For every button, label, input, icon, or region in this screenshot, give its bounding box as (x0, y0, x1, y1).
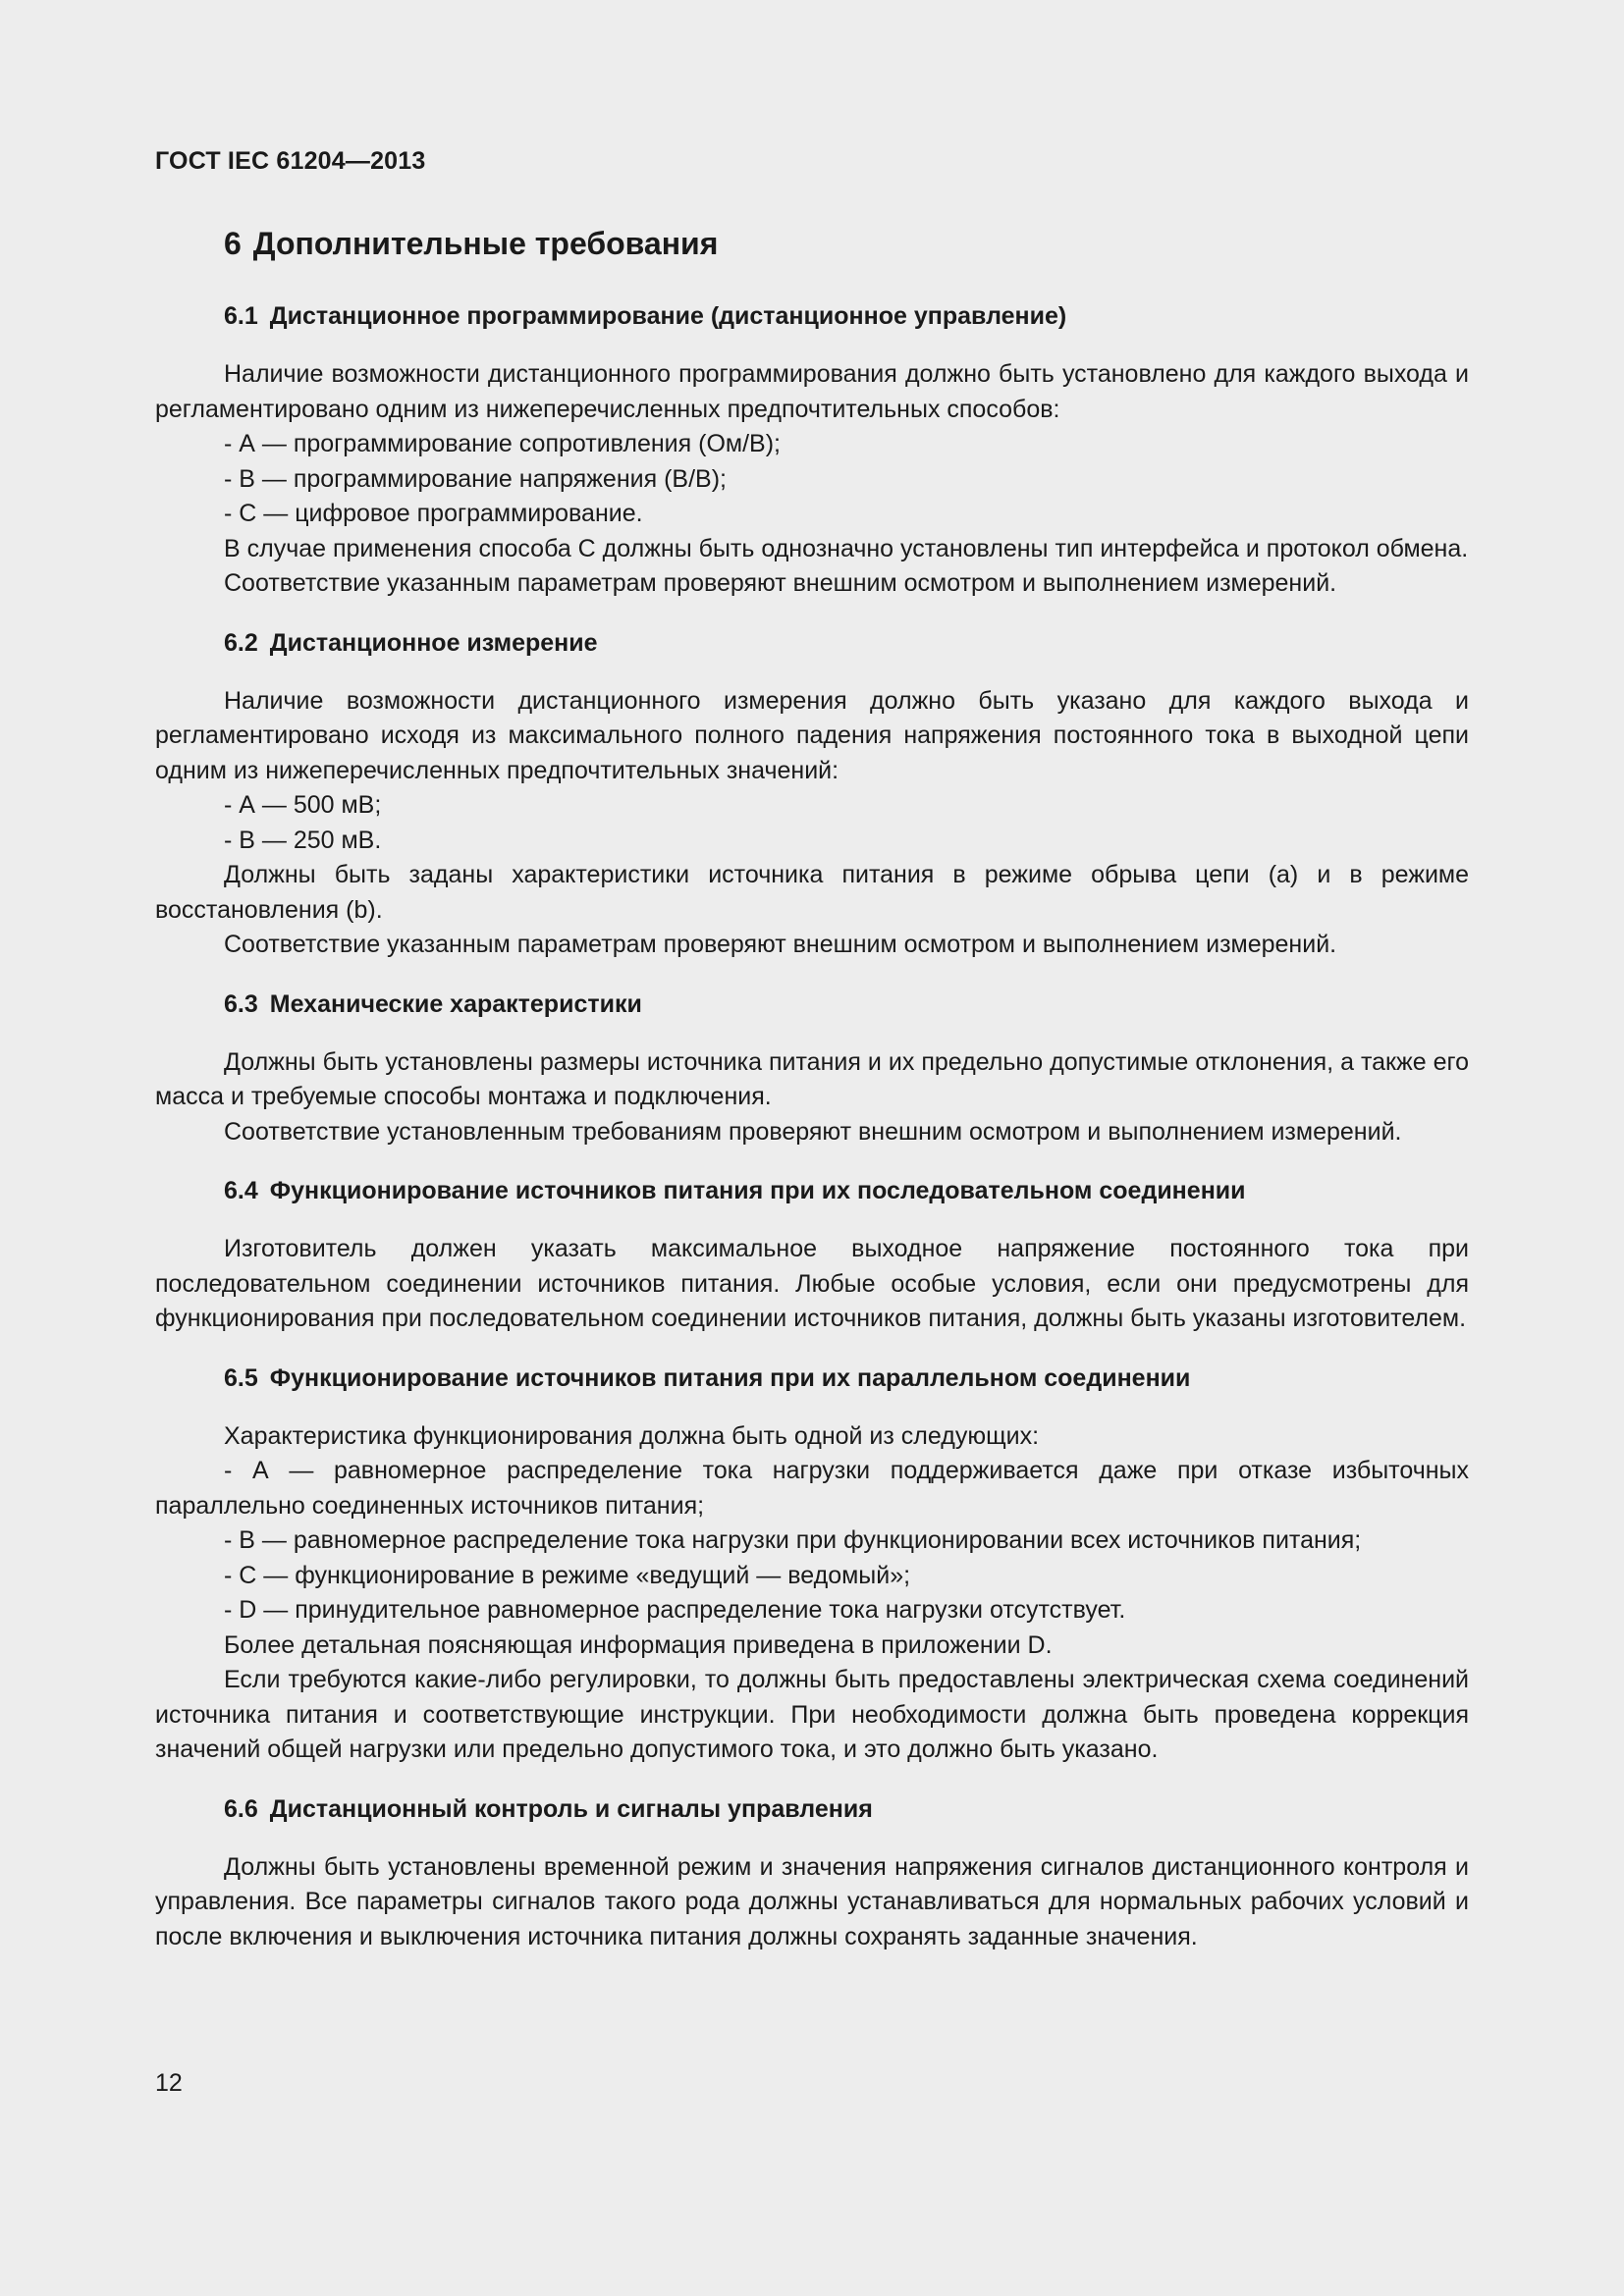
subsection-heading-6-6 (155, 1789, 1469, 1829)
subsection-body-6-5 (155, 1419, 1469, 1768)
paragraph: Наличие возможности дистанционного измерения должно быть указано для каждого выхода и регламентировано исходя из максимального полного падения напряжения постоянного тока в выходной цепи одним из нижеперечисленных предпочтительных значений: (155, 686, 1469, 784)
subsection-heading-6-1 (155, 296, 1469, 336)
list-item: - В — 250 мВ. (224, 826, 382, 854)
subsection-number: 6.5 (224, 1363, 258, 1392)
paragraph: Характеристика функционирования должна быть одной из следующих: (224, 1421, 1040, 1450)
paragraph: Должны быть установлены временной режим и значения напряжения сигналов дистанционного контроля и управления. Все параметры сигналов такого рода должны устанавливаться для нормальных рабочих условий и после включения и выключения источника питания должны сохранять заданные значения. (155, 1852, 1469, 1950)
subsection-heading-6-2 (155, 623, 1469, 663)
section-number: 6 (224, 226, 242, 261)
subsection-body-6-1 (155, 357, 1469, 602)
standard-code-header: ГОСТ IEC 61204—2013 (155, 147, 426, 175)
subsection-title: Функционирование источников питания при их параллельном соединении (269, 1363, 1191, 1392)
paragraph: Соответствие установленным требованиям проверяют внешним осмотром и выполнением измерений. (224, 1117, 1402, 1146)
page-content (155, 220, 1469, 1976)
subsection-title: Механические характеристики (269, 989, 642, 1018)
list-item: - С — цифровое программирование. (224, 500, 643, 527)
paragraph: Должны быть установлены размеры источника питания и их предельно допустимые отклонения, а также его масса и требуемые способы монтажа и подключения. (155, 1047, 1469, 1110)
subsection-title: Дистанционное программирование (дистанционное управление) (269, 302, 1067, 330)
subsection-title: Функционирование источников питания при их последовательном соединении (269, 1177, 1246, 1204)
subsection-title: Дистанционное измерение (269, 628, 598, 657)
section-title: Дополнительные требования (252, 226, 719, 261)
section-heading (155, 220, 1469, 267)
paragraph: Более детальная поясняющая информация приведена в приложении D. (224, 1630, 1053, 1659)
subsection-body-6-4 (155, 1232, 1469, 1337)
subsection-title: Дистанционный контроль и сигналы управления (269, 1794, 873, 1823)
paragraph: Соответствие указанным параметрам проверяют внешним осмотром и выполнением измерений. (224, 931, 1337, 958)
subsection-number: 6.6 (224, 1794, 258, 1823)
subsection-number: 6.4 (224, 1177, 258, 1204)
subsection-heading-6-4 (155, 1171, 1469, 1210)
paragraph: Соответствие указанным параметрам проверяют внешним осмотром и выполнением измерений. (224, 569, 1337, 597)
subsection-heading-6-3 (155, 985, 1469, 1024)
paragraph: Изготовитель должен указать максимальное выходное напряжение постоянного тока при последовательном соединении источников питания. Любые особые условия, если они предусмотрены для функционирования при последовательном соединении источников питания, должны быть указаны изготовителем. (155, 1235, 1469, 1332)
list-item: - А — программирование сопротивления (Ом/В); (224, 430, 781, 457)
list-item: - В — программирование напряжения (В/В); (224, 464, 727, 493)
list-item: - В — равномерное распределение тока нагрузки при функционировании всех источников питания; (224, 1526, 1362, 1554)
subsection-heading-6-5 (155, 1359, 1469, 1398)
list-item: - С — функционирование в режиме «ведущий — ведомый»; (224, 1561, 911, 1589)
subsection-body-6-2 (155, 684, 1469, 963)
paragraph: Должны быть заданы характеристики источника питания в режиме обрыва цепи (а) и в режиме восстановления (b). (155, 861, 1469, 924)
paragraph: Если требуются какие-либо регулировки, то должны быть предоставлены электрическая схема соединений источника питания и соответствующие инструкции. При необходимости должна быть проведена коррекция значений общей нагрузки или предельно допустимого тока, и это должно быть указано. (155, 1666, 1469, 1763)
subsection-body-6-6 (155, 1850, 1469, 1955)
list-item: - А — 500 мВ; (224, 791, 382, 819)
list-item: - D — принудительное равномерное распределение тока нагрузки отсутствует. (224, 1596, 1126, 1624)
paragraph: В случае применения способа С должны быть однозначно установлены тип интерфейса и протокол обмена. (224, 534, 1469, 562)
subsection-number: 6.2 (224, 628, 258, 657)
subsection-number: 6.1 (224, 302, 258, 330)
subsection-number: 6.3 (224, 989, 258, 1018)
list-item: - А — равномерное распределение тока нагрузки поддерживается даже при отказе избыточных параллельно соединенных источников питания; (155, 1457, 1469, 1520)
paragraph: Наличие возможности дистанционного программирования должно быть установлено для каждого выхода и регламентировано одним из нижеперечисленных предпочтительных способов: (155, 360, 1469, 423)
subsection-body-6-3 (155, 1045, 1469, 1150)
page-number: 12 (155, 2069, 183, 2097)
